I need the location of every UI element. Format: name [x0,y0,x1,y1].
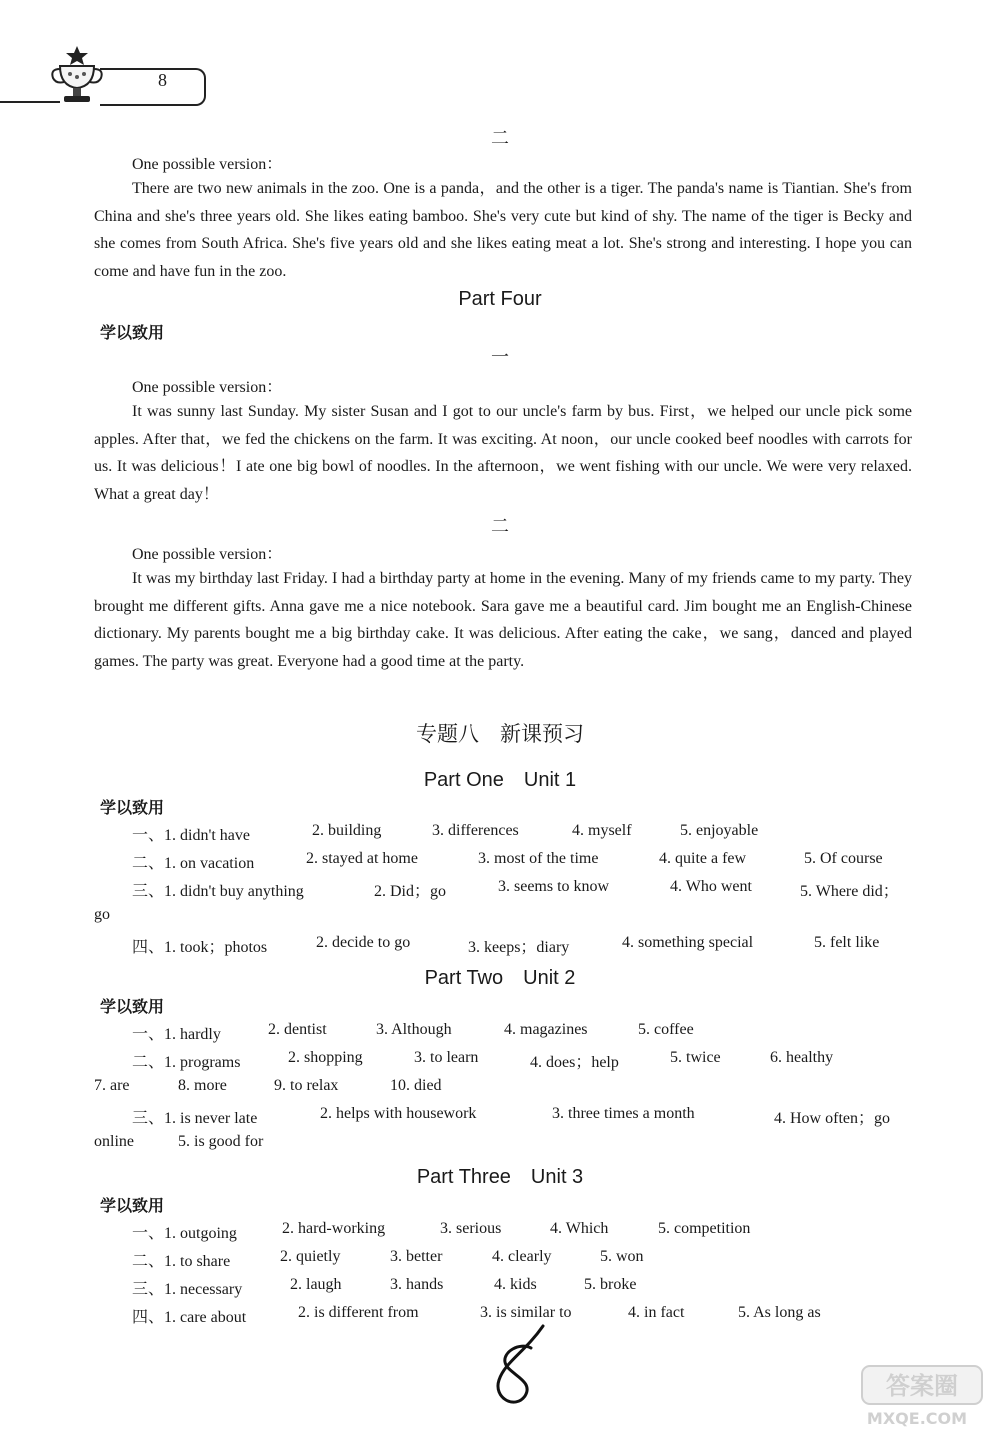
answer-item: 4. Which [550,1220,609,1237]
watermark-logo [842,1362,992,1432]
answer-item: 2. laugh [290,1276,342,1293]
answer-item: online [94,1133,134,1150]
answer-item: 5. competition [658,1220,751,1237]
answer-item: 4. quite a few [659,850,747,867]
unit1-title: Part One Unit 1 [423,769,577,791]
answer-item: 4. does；help [530,1054,619,1071]
answer-item: 2. Did；go [374,883,447,900]
answer-item: 3. serious [440,1220,502,1237]
answer-item: 3. differences [432,822,519,839]
answer-item: 5. Of course [804,850,883,867]
answer-item: 4. myself [572,822,632,839]
answer-item: 3. better [390,1248,443,1265]
answer-item: 5. broke [584,1276,637,1293]
answer-row [94,1133,912,1161]
answer-item: 5. As long as [738,1304,821,1321]
section-mark: 二 [491,516,509,536]
answer-item: 3. is similar to [480,1304,572,1321]
unit2-title: Part Two Unit 2 [424,967,576,989]
answer-item: 5. twice [670,1049,721,1066]
answer-item: 三、1. is never late [132,1110,258,1127]
answer-item: 2. stayed at home [306,850,418,867]
answer-item: 二、1. programs [132,1054,241,1071]
essay-intro: One possible version： [132,156,283,173]
answer-item: 2. shopping [288,1049,363,1066]
answer-item: 二、1. to share [132,1253,231,1270]
essay-text: There are two new animals in the zoo. One is a panda，and the other is a tiger. The panda's name is Tiantian. She's from China and she's three years old. She likes eating bamboo. She's very cute but kind of shy. The name of the tiger is Becky and she comes from South Africa. She's five years old and she likes eating meat a lot. She's strong and interesting. I hope you can come and have fun in the zoo. [94,180,912,280]
part-four-title: Part Four [458,288,542,310]
essay-intro: One possible version： [132,546,283,563]
answer-item: 10. died [390,1077,442,1094]
answer-item: 5. enjoyable [680,822,759,839]
answer-item: 一、1. didn't have [132,827,250,844]
answer-item: 2. quietly [280,1248,341,1265]
answer-item: 9. to relax [274,1077,339,1094]
answer-item: 5. coffee [638,1021,694,1038]
answer-item: 4. How often；go [774,1110,890,1127]
answer-item: 3. three times a month [552,1105,695,1122]
handwritten-eight-mark [485,1322,555,1412]
answer-item: 8. more [178,1077,227,1094]
answer-item: 4. Who went [670,878,752,895]
answer-item: 4. in fact [628,1304,685,1321]
section-mark: 一 [491,347,509,367]
answer-row [94,1276,912,1304]
answer-item: 5. felt like [814,934,880,951]
answer-row [94,1077,912,1105]
answer-item: 2. decide to go [316,934,411,951]
answer-row [94,822,912,850]
answer-row [94,878,912,906]
answer-item: 一、1. hardly [132,1026,221,1043]
answer-item: 二、1. on vacation [132,855,255,872]
answer-item: 3. to learn [414,1049,479,1066]
essay-text: It was sunny last Sunday. My sister Susan and I got to our uncle's farm by bus. First，we helped our uncle pick some apples. After that，we fed the chickens on the farm. It was exciting. At noon，our uncle cooked beef noodles with carrots for us. It was delicious！I ate one big bowl of noodles. In the afternoon，we went fishing with our uncle. We were very relaxed. What a great day！ [94,403,912,503]
answer-item: 3. seems to know [498,878,610,895]
answer-item: 三、1. didn't buy anything [132,883,304,900]
trophy-icon [48,44,106,106]
answer-item: 4. kids [494,1276,537,1293]
answer-item: 2. building [312,822,382,839]
answer-item: 2. helps with housework [320,1105,477,1122]
answer-item: 3. Although [376,1021,452,1038]
answer-item: 5. Where did； [800,883,899,900]
answer-item: 7. are [94,1077,130,1094]
answer-item: 一、1. outgoing [132,1225,237,1242]
section-mark: 二 [491,128,509,148]
answer-row [94,1105,912,1133]
svg-text:MXQE.COM: MXQE.COM [866,1409,968,1428]
svg-text:答案圈: 答案圈 [886,1372,958,1400]
answer-row [94,1248,912,1276]
answer-item: 4. something special [622,934,754,951]
answer-row [94,1049,912,1077]
section-label: 学以致用 [100,997,165,1016]
essay-text: It was my birthday last Friday. I had a birthday party at home in the evening. Many of my friends came to my party. They brought me different gifts. Anna gave me a nice notebook. Sara gave me a beautiful card. Jim bought me an English-Chinese dictionary. My parents bought me a big birthday cake. It was delicious. After eating the cake，we sang，danced and played games. The party was great. Everyone had a good time at the party. [94,570,913,670]
answer-item: 四、1. care about [132,1309,247,1326]
answer-item: 4. magazines [504,1021,588,1038]
answer-row [94,1220,912,1248]
page-number-box [100,68,206,106]
answer-item: 2. dentist [268,1021,327,1038]
answer-row [94,934,912,962]
answer-item: 5. won [600,1248,644,1265]
section-label: 学以致用 [100,1196,165,1215]
unit3-title: Part Three Unit 3 [416,1166,584,1188]
section-label: 学以致用 [100,798,165,817]
answer-item: 2. hard-working [282,1220,386,1237]
answer-item: 3. keeps；diary [468,939,570,956]
answer-item: 6. healthy [770,1049,834,1066]
answer-item: go [94,906,110,923]
topic-title: 专题八 新课预习 [416,722,584,746]
answer-item: 3. hands [390,1276,444,1293]
page-number: 8 [158,70,167,90]
answer-item: 三、1. necessary [132,1281,243,1298]
answer-item: 4. clearly [492,1248,552,1265]
answer-item: 2. is different from [298,1304,419,1321]
answer-item: 5. is good for [178,1133,264,1150]
answer-item: 3. most of the time [478,850,599,867]
answer-item: 四、1. took；photos [132,939,268,956]
answer-row [94,1021,912,1049]
section-label: 学以致用 [100,323,165,342]
essay-intro: One possible version： [132,379,283,396]
answer-row [94,850,912,878]
answer-row [94,906,912,934]
